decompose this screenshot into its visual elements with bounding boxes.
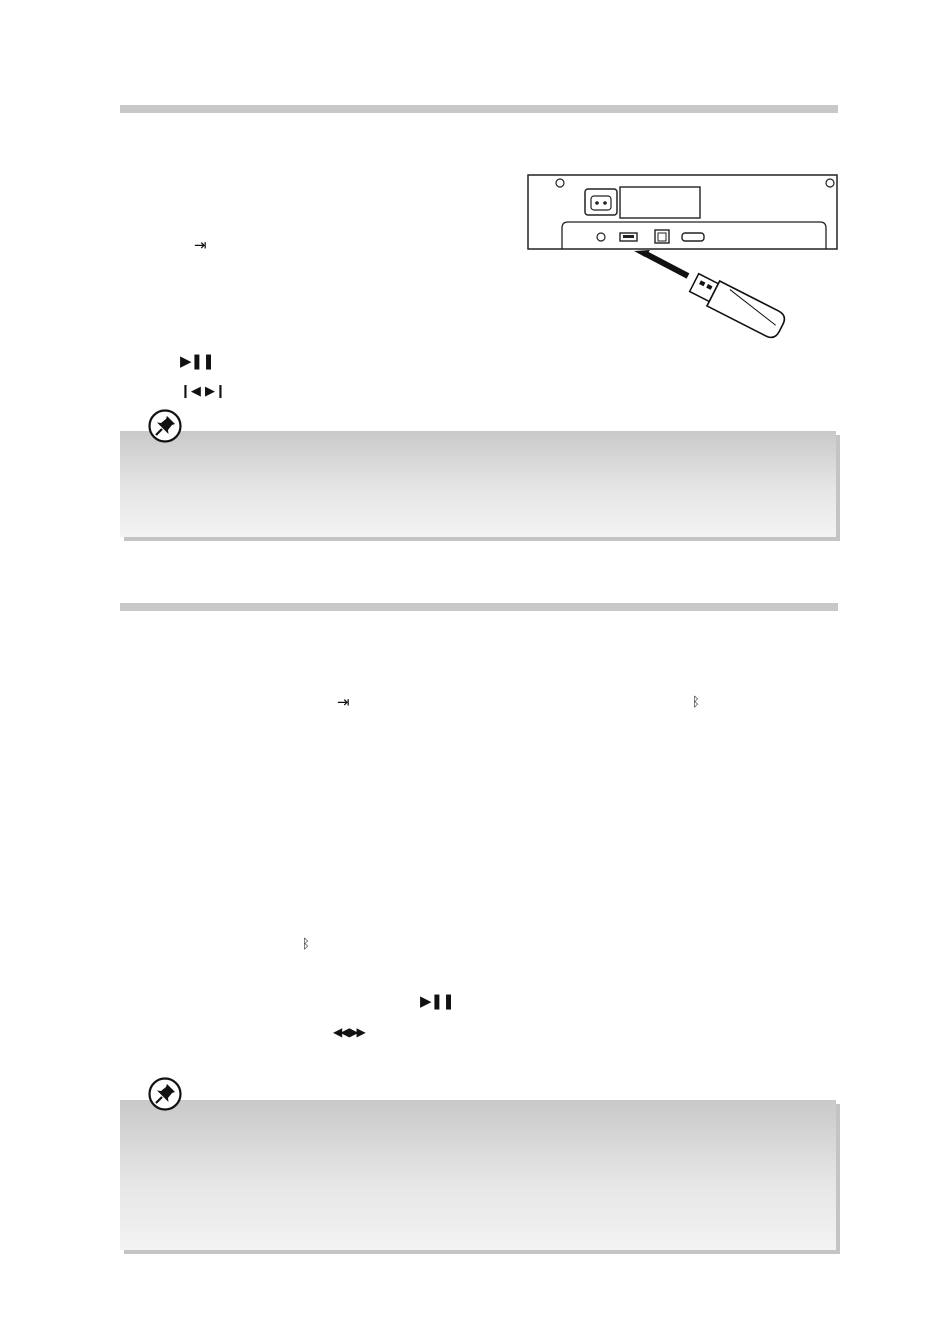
label-plate (620, 187, 700, 218)
usb-rear-panel-illustration (520, 170, 840, 345)
section-2-divider (120, 603, 838, 611)
usb-flash-drive (687, 271, 787, 340)
section-1-divider (120, 105, 838, 113)
pushpin-icon (148, 409, 182, 443)
skip-prev-next-icon: ❙◀ ▶❙ (180, 384, 226, 399)
play-pause-icon: ▶❚❚ (420, 992, 454, 1010)
rewind-fastforward-icon: ◀◀ ▶▶ (333, 1025, 364, 1039)
note-box-1 (120, 431, 836, 537)
ac-power-socket (585, 189, 617, 215)
bluetooth-icon: ᛒ (692, 695, 700, 710)
pushpin-icon (148, 1077, 182, 1111)
source-input-icon: ⇥ (194, 236, 207, 254)
insert-arrow-shaft (646, 254, 688, 276)
bluetooth-icon: ᛒ (302, 937, 310, 952)
hdmi-port (682, 233, 704, 241)
play-pause-icon: ▶❚❚ (180, 352, 214, 370)
source-input-icon: ⇥ (337, 693, 350, 711)
note-box-2 (120, 1100, 836, 1250)
